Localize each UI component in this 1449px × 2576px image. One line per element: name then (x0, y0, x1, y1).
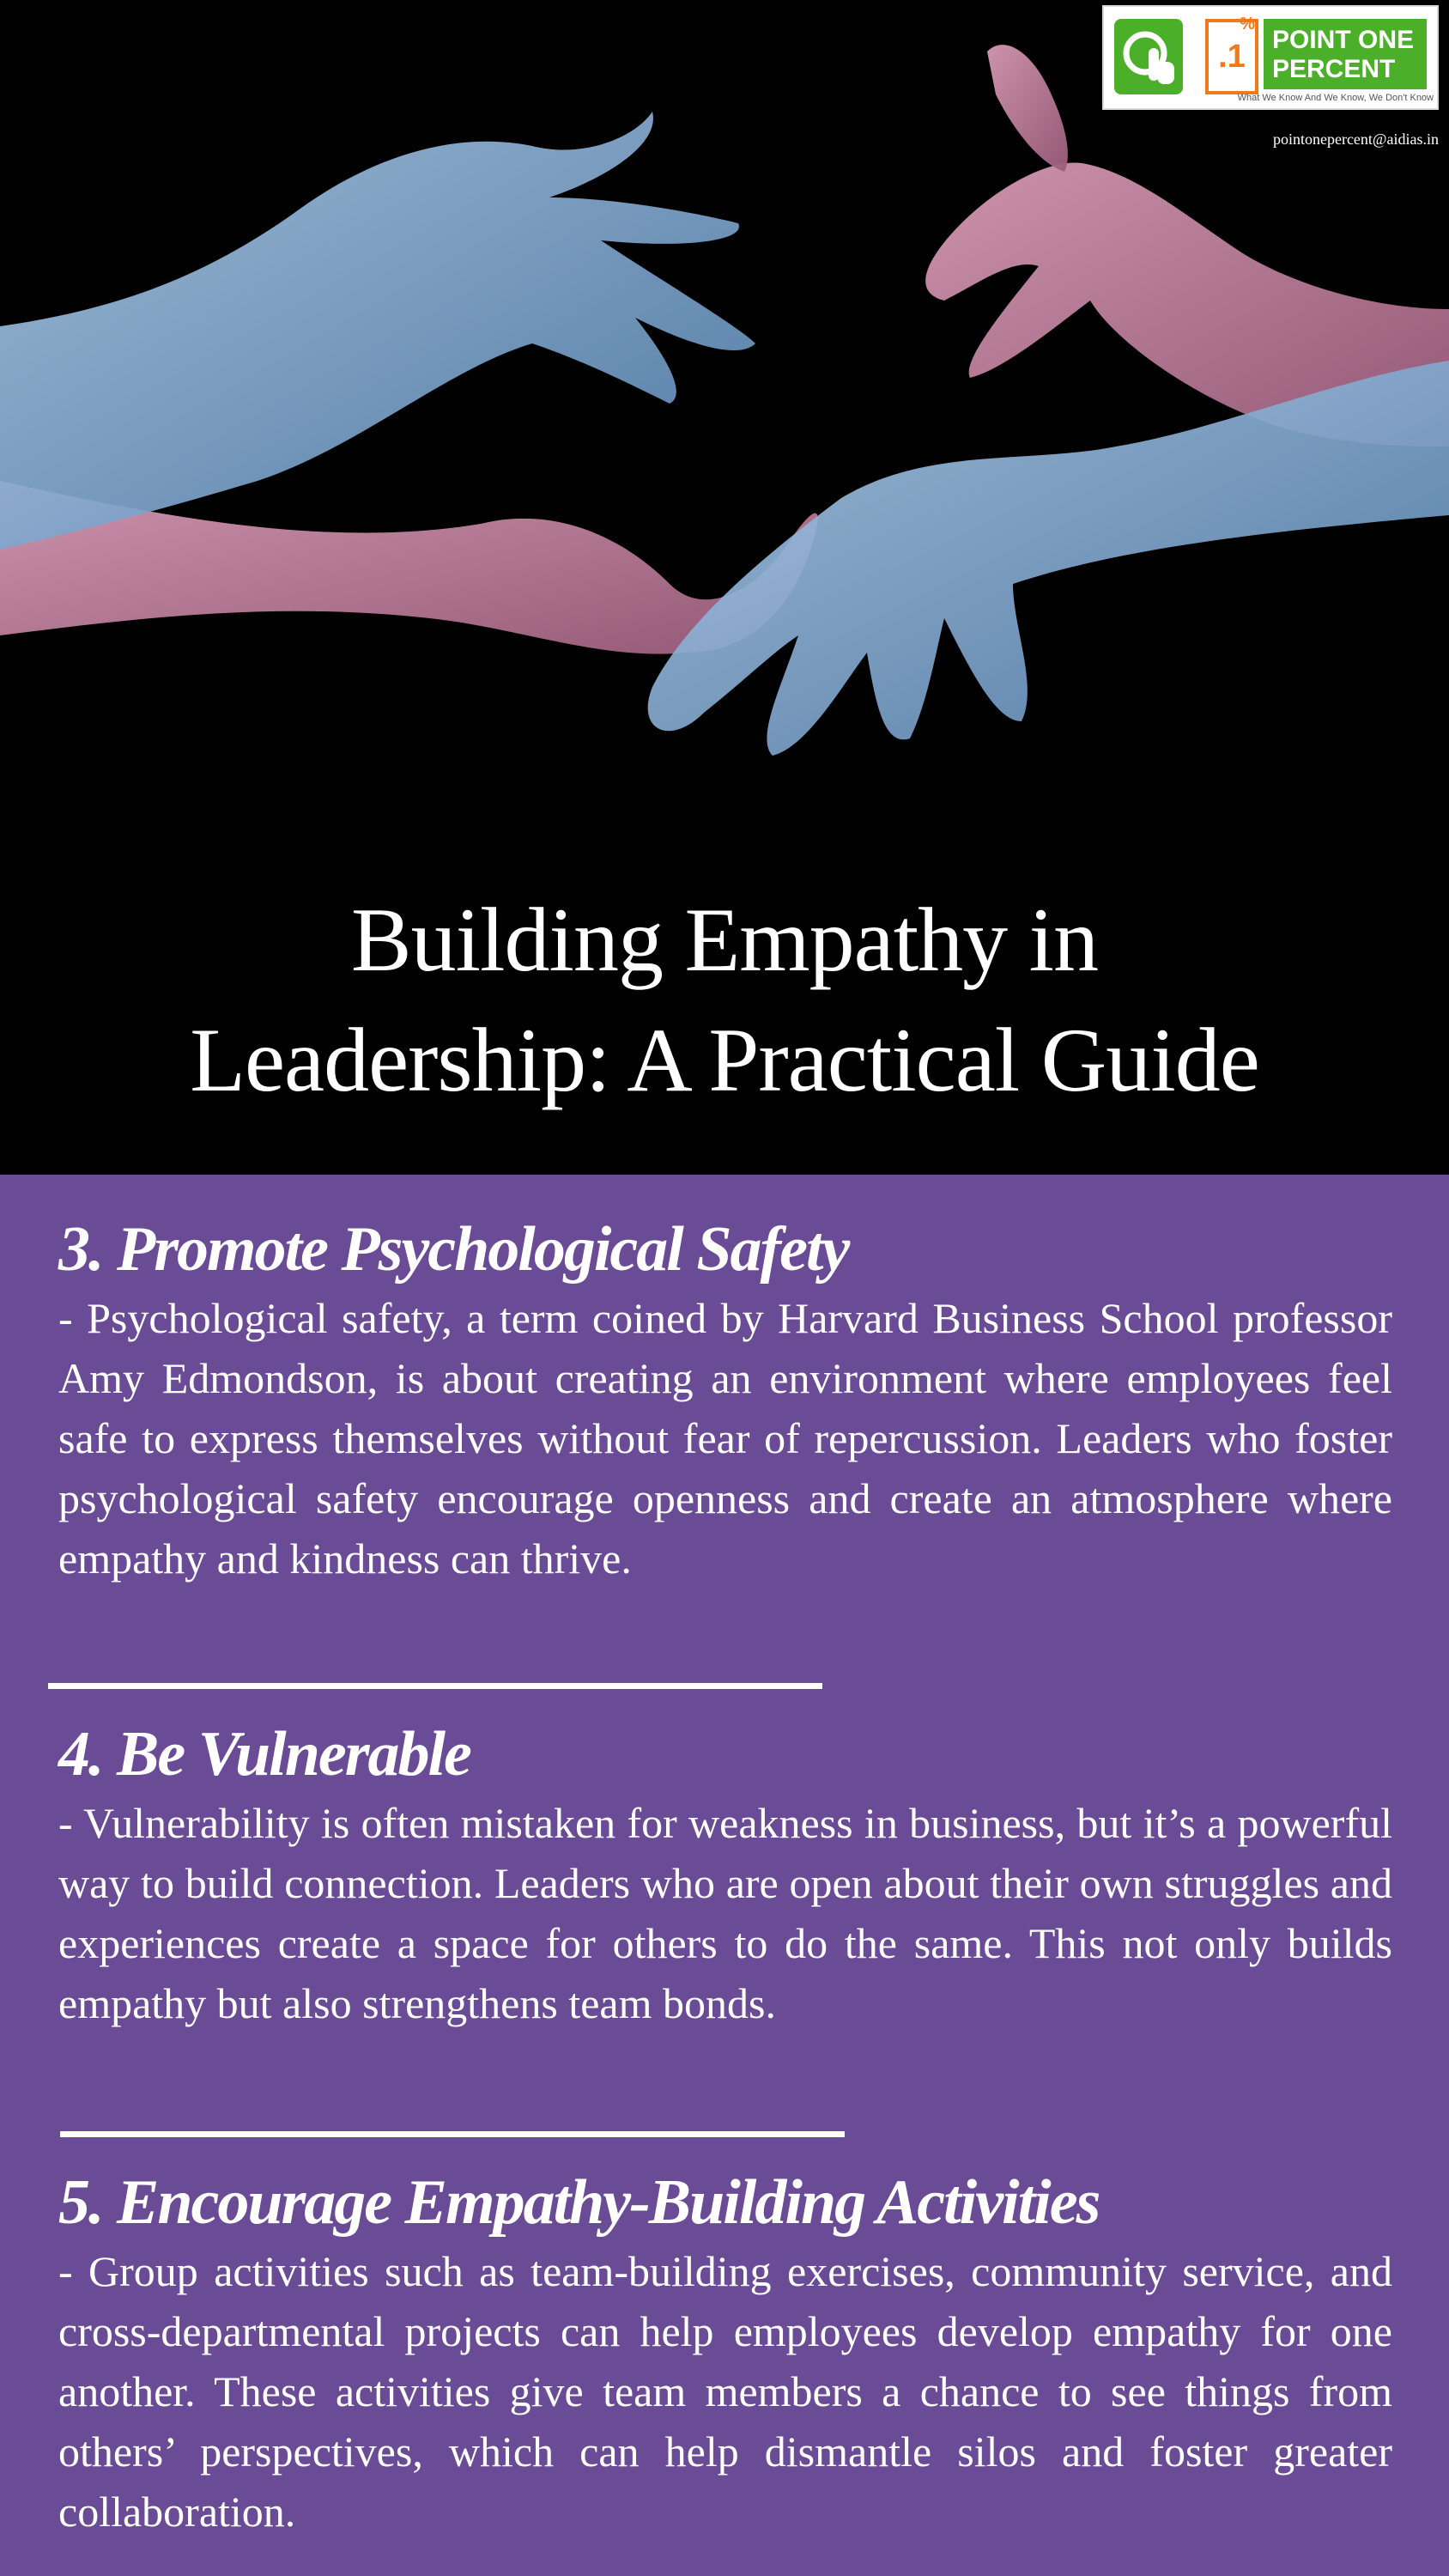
logo-wordmark (1264, 19, 1427, 89)
logo-name-line2: PERCENT (1272, 55, 1396, 83)
content-panel (0, 1175, 1449, 2576)
logo-tagline: What We Know And We Know, We Don't Know (1237, 93, 1434, 103)
logo-name-line1: POINT ONE (1272, 26, 1415, 54)
blue-hand-right (648, 361, 1449, 756)
contact-email: pointonepercent@aidias.in (1272, 131, 1439, 148)
section-body: - Group activities such as team-building exercises, community service, and cross-departmental projects can help employees develop empathy for one another. These activities give team members a chance to see things from others’ perspectives, which can help dismantle silos and foster greater collaboration. (58, 2247, 1392, 2536)
logo-mark-text: .1 (1218, 39, 1246, 75)
page-title (0, 880, 1449, 1121)
title-line-2: Leadership: A Practical Guide (190, 1010, 1259, 1110)
section-empathy-activities (58, 2164, 1392, 2542)
section-heading: 5. Encourage Empathy-Building Activities (58, 2167, 1100, 2238)
title-line-1: Building Empathy in (350, 890, 1099, 990)
hero-banner (0, 0, 1449, 1175)
blue-hand-left (0, 112, 755, 550)
touch-hand-icon (1114, 19, 1183, 94)
section-body: - Psychological safety, a term coined by Harvard Business School professor Amy Edmondson, is about creating an environment where employees feel safe to express themselves without fear of repercussion. Leaders who foster psychological safety encourage openness and create an atmosphere where empathy and kindness can thrive. (58, 1294, 1392, 1583)
section-be-vulnerable (58, 1716, 1392, 2033)
logo-mark-sup: % (1240, 15, 1255, 33)
section-heading: 3. Promote Psychological Safety (58, 1214, 849, 1285)
section-divider (48, 1683, 822, 1689)
brand-logo (1102, 5, 1439, 110)
section-psychological-safety (58, 1211, 1392, 1589)
section-body: - Vulnerability is often mistaken for weakness in business, but it’s a powerful way to build connection. Leaders who are open about their own struggles and experiences create a space for others to do the same. This not only builds empathy but also strengthens team bonds. (58, 1799, 1392, 2027)
pink-finger-right (987, 45, 1068, 172)
section-divider (60, 2131, 845, 2137)
section-heading: 4. Be Vulnerable (58, 1719, 470, 1789)
hands-illustration (0, 0, 1449, 859)
logo-mark (1205, 15, 1258, 94)
